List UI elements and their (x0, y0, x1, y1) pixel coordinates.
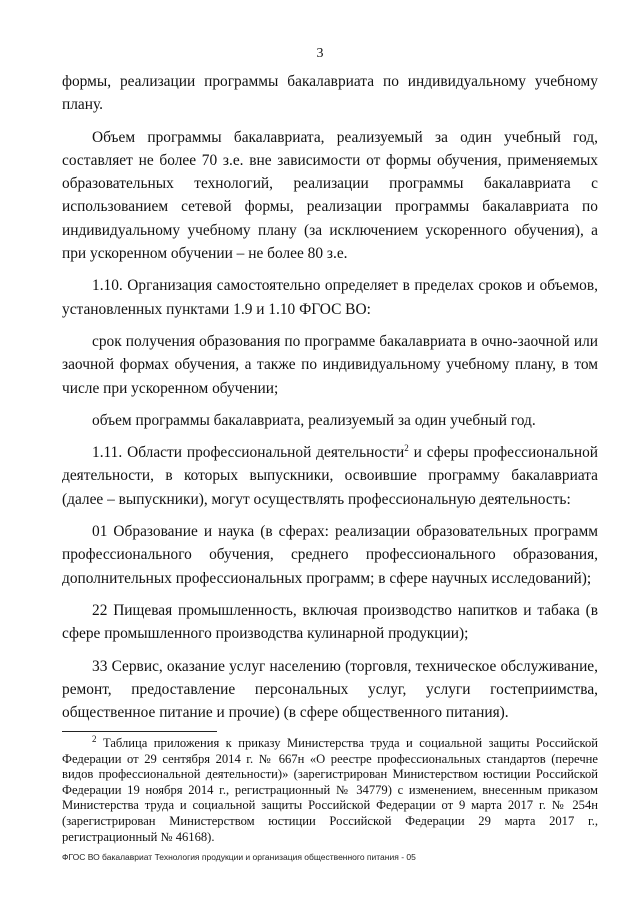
footnote (62, 733, 598, 845)
paragraph-1-10 (62, 274, 598, 321)
paragraph-text: формы, реализации программы бакалавриата по индивидуальному учебному плану. (62, 73, 598, 114)
page-number: 3 (316, 46, 324, 61)
footnote-mark: 2 (92, 733, 97, 744)
paragraph-text: 33 Сервис, оказание услуг населению (торговля, техническое обслуживание, ремонт, предоставление персональных услуг, услуги гостеприимства, общественное питание и прочие) (в сфере общественного питания). (62, 657, 598, 722)
paragraph-1-11 (62, 441, 598, 511)
paragraph-text: Объем программы бакалавриата, реализуемый за один учебный год, составляет не более 70 з.е. вне зависимости от формы обучения, применяемых образовательных технологий, реализации программы бакалавриата с использованием сетевой формы, реализации программы бакалавриата по индивидуальному учебному плану (за исключением ускоренного обучения), а при ускоренном обучении – не более 80 з.е. (62, 128, 598, 263)
paragraph-text: срок получения образования по программе бакалавриата в очно-заочной или заочной формах обучения, а также по индивидуальному учебному плану, в том числе при ускоренном обучении; (62, 332, 598, 397)
footnote-reference: 2 (404, 443, 409, 454)
paragraph-text: 22 Пищевая промышленность, включая производство напитков и табака (в сфере промышленного производства кулинарной продукции); (62, 601, 598, 643)
body-text (62, 70, 598, 724)
paragraph-text: объем программы бакалавриата, реализуемый за один учебный год. (92, 411, 536, 429)
paragraph-text: и сферы профессиональной деятельности, в которых выпускники, освоившие программу бакалавриата (далее – выпускники), могут осуществлять профессиональную деятельность: (62, 444, 598, 508)
paragraph-area-33 (62, 655, 598, 725)
footnote-text: Таблица приложения к приказу Министерства труда и социальной защиты Российской Федерации от 29 сентября 2014 г. № 667н «О реестре профессиональных стандартов (перечне видов профессиональной деятельности)» (зарегистрирован Министерством юстиции Российской Федерации 19 ноября 2014 г., регистрационный № 34779) с изменением, внесенным приказом Министерства труда и социальной защиты Российской Федерации от 9 марта 2017 г. № 254н (зарегистрирован Министерством юстиции Российской Федерации 29 марта 2017 г., регистрационный № 46168). (62, 736, 598, 844)
page-footer: ФГОС ВО бакалавриат Технология продукции и организация общественного питания - 05 (62, 852, 416, 862)
paragraph-text: 01 Образование и наука (в сферах: реализации образовательных программ профессионального обучения, среднего профессионального образования, дополнительных профессиональных программ; в сфере научных исследований); (62, 523, 598, 587)
paragraph-annual-volume (62, 409, 598, 432)
paragraph-study-term (62, 330, 598, 400)
footnote-divider (62, 731, 217, 732)
paragraph-program-volume (62, 126, 598, 266)
paragraph-area-01 (62, 520, 598, 590)
paragraph-text: 1.11. Области профессиональной деятельности (92, 444, 405, 462)
paragraph-area-22 (62, 599, 598, 646)
paragraph-text: 1.10. Организация самостоятельно определяет в пределах сроков и объемов, установленных пунктами 1.9 и 1.10 ФГОС ВО: (62, 277, 598, 318)
paragraph-continuation (62, 70, 598, 117)
